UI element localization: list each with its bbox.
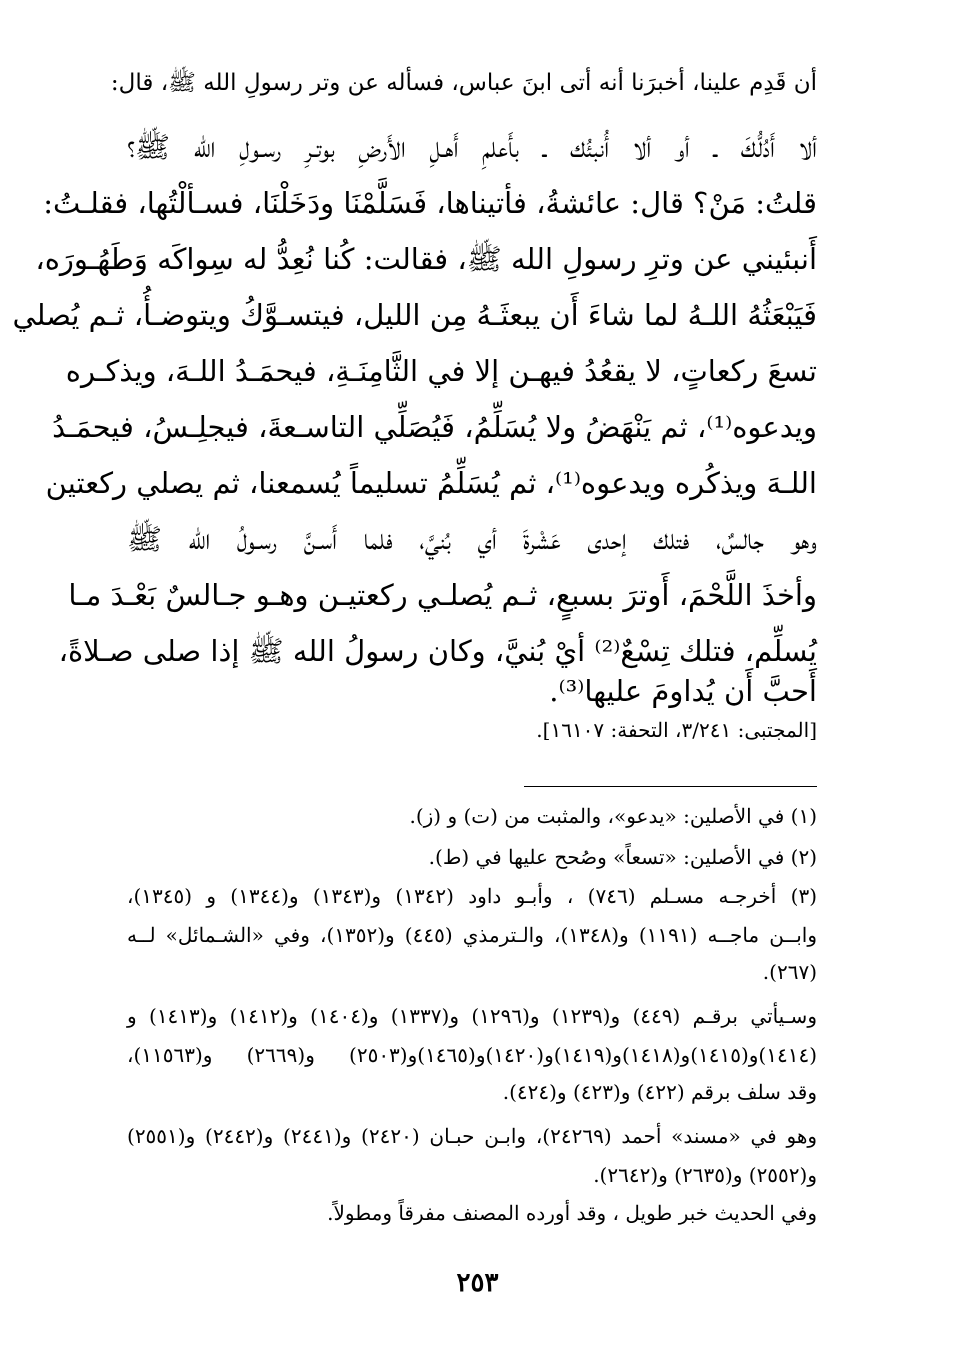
footnote-line: وابــن ماجــه (١١٩١) و(١٣٤٨)، والـترمذي (٤٤٥) و(١٣٥٢)، وفي «الشـمائل» لــه [127,923,817,947]
footnote-line: و(٢٥٥٢) و(٢٦٣٥) و(٢٦٤٢). [593,1163,817,1187]
hadith-line: فَيَبْعَثُهُ اللـهُ لما شاءَ أَن يبعثَـهُ مِن الليل، فيتسـوَّكُ ويتوضـأُ، ثـم يُصلي [12,298,817,332]
hadith-line: يُسلِّم، فتلك تِسْعٌ⁽²⁾ أيْ بُنيَّ، وكان رسولُ الله ﷺ إذا صلى صـلاةً، [58,634,817,668]
hadith-line: أَنبئيني عن وترِ رسولِ الله ﷺ، فقالت: كُنا نُعِدُّ له سِواكَه وَطَهُـورَه، [35,242,817,276]
hadith-line: ويدعوه⁽¹⁾، ثم يَنْهَضُ ولا يُسَلِّمُ، فَيُصَلِّي التاسـعةَ، فيجلِـسُ، فيحمَـدُ [52,410,817,444]
intro-line: أن قَدِم علينا، أخبرَنا أنه أتى ابنَ عباس، فسأله عن وتر رسولِ الله ﷺ، قال: [110,70,817,96]
footnote-line: (٢٦٧). [762,960,817,984]
footnote-line: وفي الحديث خبر طويل ، وقد أورده المصنف مفرقاً ومطولاً. [327,1201,817,1225]
footnote-line: وقد سلف برقم (٤٢٢) و(٤٢٣) و(٤٢٤). [502,1080,817,1104]
footnote-line: وهو في «مسند» أحمد (٢٤٢٦٩)، وابـن حبـان (٢٤٢٠) و(٢٤٤١) و(٢٤٤٢) و(٢٥٥١) [127,1124,818,1148]
page-number: ٢٥٣ [456,1268,499,1298]
footnote-line: (١) في الأصلين: «يدعو»، والمثبت من (ت) و (ز). [409,804,817,828]
hadith-line: تسعَ ركعاتٍ، لا يقعُدُ فيهـن إلا في الثَّامِنَـةِ، فيحمَـدُ اللـهَ، ويذكـره [65,354,817,388]
hadith-line: قلتُ: مَنْ؟ قال: عائشةُ، فأتيناها، فَسَلَّمْنَا ودَخَلْنَا، فسـألْتُها، فقلـتُ: [43,186,817,220]
hadith-line: وأخذَ اللَّحْمَ، أَوترَ بسبعٍ، ثـم يُصلـي ركعتيـن وهـو جـالسٌ بَعْـدَ مـا [68,578,817,612]
footnote-line: (٢) في الأصلين: «تسعاً» وصُحح عليها في (ط). [428,845,817,869]
hadith-line: ألا أَدُلُّكَ ـ أو ألا أُنبئُك ـ بأَعلمِ أَهـلِ الأَرضِ بوتـرِ رسـولِ الله ﷺ؟ [127,130,817,164]
footnote-line: (٣) أخرجـه مسـلم (٧٤٦) ، وأبـو داود (١٣٤٢) و(١٣٤٣) و(١٣٤٤) و (١٣٤٥)، [127,884,818,908]
footnote-separator [524,786,817,787]
footnote-line: وسـيأتي برقـم (٤٤٩) و(١٢٣٩) و(١٢٩٦) و(١٣٣٧) و(١٤٠٤) و(١٤١٢) و(١٤١٣) و [127,1004,817,1028]
hadith-line: اللـهَ ويذكُره ويدعوه⁽¹⁾، ثم يُسَلِّمُ تسليماً يُسمعنا، ثم يصلي ركعتين [45,466,817,500]
footnote-line: (١٤١٤)و(١٤١٥)و(١٤١٨)و(١٤١٩)و(١٤٢٠)و(١٤٦٥)و(٢٥٠٣) و(٢٦٦٩) و(١١٥٦٣)، [127,1043,818,1067]
hadith-line: وهو جالسٌ، فتلك إحدى عَشْرةَ أي بُنيَّ، فلما أَسـنَّ رسـولُ الله ﷺ [127,522,817,556]
hadith-line: أَحبَّ أَن يُداومَ عليها⁽³⁾. [549,674,817,708]
source-reference: [المجتبى: ٣/٢٤١، التحفة: ١٦١٠٧]. [536,718,817,742]
